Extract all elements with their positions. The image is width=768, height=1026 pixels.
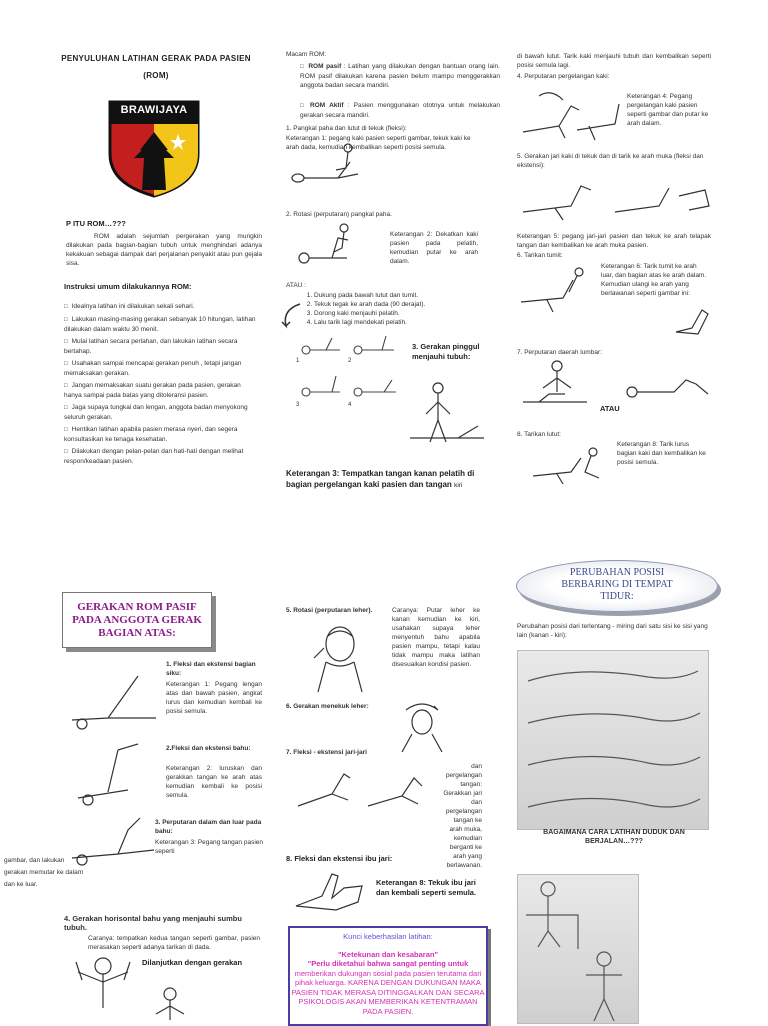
list-item: □ Dilakukan dengan pelan-pelan dan hati-hati dengan melihat respon/keadaan pasien. <box>64 447 260 466</box>
position-text: Perubahan posisi dari terlentang - miring dari satu sisi ke sisi yang lain (kanan - kiri): <box>517 623 708 639</box>
item-2-title: 2. Rotasi (perputaran) pangkal paha. <box>286 211 392 218</box>
brawijaya-logo <box>104 98 204 198</box>
section-7-title: 7. Fleksi - ekstensi jari-jari <box>286 749 367 756</box>
keterangan-4: Keterangan 4: Pegang pergelangan kaki pasien seperti gambar dan putar ke arah dalam. <box>627 93 709 127</box>
keterangan-8b: Keterangan 8: Tekuk ibu jari dan kembali seperti semula. <box>376 878 477 897</box>
note-emphasis: "Perlu diketahui bahwa sangat penting untuk <box>307 959 469 968</box>
lumbar-rotation-illustration <box>519 358 591 416</box>
page-title: PENYULUHAN LATIHAN GERAK PADA PASIEN <box>61 54 251 63</box>
item-8-title: 8. Tarikan lutut: <box>517 431 561 438</box>
list-item: 3. Dorong kaki menjauhi pelatih. <box>314 309 494 318</box>
lumbar-alt-illustration <box>624 372 712 402</box>
heel-pull-illustration <box>517 262 597 316</box>
walking-photo <box>517 874 639 1024</box>
section-3-title: 3. Perputaran dalam dan luar pada bahu: <box>155 819 262 835</box>
svg-text:2: 2 <box>348 358 352 364</box>
note-title: Kunci keberhasilan latihan: <box>343 932 433 941</box>
shoulder-flexion-illustration <box>68 740 162 806</box>
steps-list <box>300 291 494 327</box>
rom-pasif-label: ROM pasif <box>308 63 342 70</box>
rom-pasif <box>300 62 500 90</box>
thumb-flexion-illustration <box>292 866 372 916</box>
macam-heading: Macam ROM: <box>286 51 327 58</box>
item-5-title: 5. Gerakan jari kaki di tekuk dan di tarik ke arah muka (fleksi dan ekstensi): <box>517 153 704 169</box>
atau-label-2: ATAU <box>600 404 620 413</box>
section-5-title: 5. Rotasi (perputaran leher). <box>286 607 373 614</box>
svg-text:4: 4 <box>348 402 352 408</box>
figure-illustration <box>150 986 190 1022</box>
section-4-title: 4. Gerakan horisontal bahu yang menjauhi sumbu tubuh. <box>64 914 242 932</box>
rotation-arrow-icon <box>280 300 304 330</box>
list-item: □ Lakukan masing-masing gerakan sebanyak 10 hitungan, latihan dilakukan dalam waktu 30 menit. <box>64 315 260 334</box>
upper-limb-banner: GERAKAN ROM PASIF PADA ANGGOTA GERAK BAGIAN ATAS: <box>62 592 212 648</box>
toe-flexion-illustration <box>519 176 711 224</box>
list-item: □ Mulai latihan secara perlahan, dan lakukan latihan secara bertahap. <box>64 337 260 356</box>
success-key-box <box>288 926 488 1026</box>
continued-text: di bawah lutut. Tarik kaki menjauhi tubuh dan kembalikan seperti posisi semula lagi. <box>517 53 711 69</box>
section-3-tail-1: gambar, dan lakukan <box>4 857 65 864</box>
svg-text:1: 1 <box>296 358 300 364</box>
section-1-text: Keterangan 1: Pegang lengan atas dan bawah pasien, angkat lurus dan kemudian kembali ke posisi semula. <box>166 681 262 715</box>
shoulder-rotation-illustration <box>68 810 158 866</box>
continued-note: Dilanjutkan dengan gerakan <box>142 958 243 967</box>
hip-rotation-illustration <box>292 222 362 268</box>
section-4-text: Caranya: tempatkan kedua tangan seperti gambar, pasien merasakan seperti adanya tarikan di dada. <box>88 935 260 951</box>
list-item: □ Jangan memaksakan suatu gerakan pada pasien, gerakan hanya sampai pada batas yang ditoleransi pasien. <box>64 381 260 400</box>
what-heading: P ITU ROM…??? <box>66 219 126 228</box>
atau-label: ATAU : <box>286 282 306 289</box>
item-3-title: 3. Gerakan pinggul menjauhi tubuh: <box>412 342 480 361</box>
hip-abduction-illustration <box>408 380 486 446</box>
rom-aktif-text: : Pasien menggunakan ototnya untuk melakukan gerakan secara mandiri. <box>300 102 500 119</box>
keterangan-6: Keterangan 6: Tarik tumit ke arah luar, dan bagian atas ke arah dalam. Kemudian ulangi ke arah yang berlawanan seperti gambar ini: <box>601 263 707 297</box>
svg-text:3: 3 <box>296 402 300 408</box>
oval-title: PERUBAHAN POSISI BERBARING DI TEMPAT TIDUR: <box>561 567 673 602</box>
section-3-tail-2: gerakan memutar ke dalam <box>4 869 84 876</box>
ankle-rotation-illustration <box>519 86 623 144</box>
keterangan-1: Keterangan 1: pegang kaki pasien seperti gambar, tekuk kaki ke arah dada, kemudian kembalikan seperti posisi semula. <box>286 135 471 151</box>
instr-heading: Instruksi umum dilakukannya ROM: <box>64 282 192 291</box>
list-item: □ Hentikan latihan apabila pasien merasa nyeri, dan segera konsultasikan ke tenaga kesehatan. <box>64 425 260 444</box>
logo-text: BRAWIJAYA <box>120 104 188 116</box>
section-2-title: 2.Fleksi dan ekstensi bahu: <box>166 745 251 752</box>
walking-heading: BAGAIMANA CARA LATIHAN DUDUK DAN BERJALAN…??? <box>543 829 685 845</box>
foot-illustration <box>672 300 712 338</box>
keterangan-3-tail: kiri <box>454 482 463 489</box>
item-6-title: 6. Tarikan tumit: <box>517 252 563 259</box>
note-subtitle: "Ketekunan dan kesabaran" <box>337 949 439 959</box>
keterangan-3-text: Keterangan 3: Tempatkan tangan kanan pelatih di bagian pergelangan kaki pasien dan tangan <box>286 469 475 489</box>
item-7-title: 7. Perputaran daerah lumbar: <box>517 349 602 356</box>
rom-pasif-text: : Latihan yang dilakukan dengan bantuan orang lain. ROM pasif dilakukan karena pasien belum mampu menggerakkan anggota badan secara mandiri. <box>300 63 500 89</box>
elbow-flexion-illustration <box>68 664 162 738</box>
horizontal-shoulder-illustration <box>68 952 138 1018</box>
what-text: ROM adalah sejumlah pergerakan yang mungkin dilakukan pada bagian-bagian tubuh untuk menghindari adanya kekakuan sebagai dampak dari perjalanan penyakit atau pun gejala sisa. <box>66 233 262 267</box>
section-1-title: 1. Fleksi dan ekstensi bagian siku: <box>166 661 256 677</box>
list-item: 4. Lalu tarik lagi mendekati pelatih. <box>314 318 494 327</box>
neck-flexion-illustration <box>392 700 452 752</box>
rom-aktif <box>300 101 500 120</box>
keterangan-5: Keterangan 5: pegang jari-jari pasien dan tekuk ke arah telapak tangan dan kembalikan ke arah muka pasien. <box>517 233 711 249</box>
list-item: □ Usahakan sampai mencapai gerakan penuh , tetapi jangan memaksakan gerakan. <box>64 359 260 378</box>
section-3-text: Keterangan 3: Pegang tangan pasien seperti <box>155 839 263 855</box>
knee-pull-illustration <box>529 442 611 488</box>
item-1-title: 1. Pangkal paha dan lutut di tekuk (fleksi): <box>286 125 407 132</box>
rom-aktif-label: ROM Aktif <box>309 102 344 109</box>
list-item: 2. Tekuk tegak ke arah dada (90 derajat). <box>314 300 494 309</box>
position-photo <box>517 650 709 830</box>
section-3-tail-3: dan ke luar. <box>4 881 38 888</box>
section-8-title: 8. Fleksi dan ekstensi ibu jari: <box>286 854 393 863</box>
position-change-oval <box>516 560 718 612</box>
instruction-list <box>64 302 260 469</box>
section-5-text: Caranya: Putar leher ke kanan kemudian ke kiri, usahakan supaya leher menyentuh bahu apabila pasien mampu, tetapi kalau tidak mampu maka latihan disesuaikan kondisi pasien. <box>392 607 480 668</box>
keterangan-2: Keterangan 2: Dekatkan kaki pasien pada pelatih, kemudian putar ke arah dalam. <box>390 231 478 265</box>
keterangan-3 <box>286 468 486 491</box>
section-2-text: Keterangan 2: luruskan dan gerakkan tangan ke arah atas kemudian kembali ke posisi semula. <box>166 765 262 799</box>
section-6-title: 6. Gerakan menekuk leher: <box>286 703 369 710</box>
hip-steps-illustration <box>296 330 406 416</box>
list-item: 1. Dukung pada bawah lutut dan tumit. <box>314 291 494 300</box>
item-4-title: 4. Perputaran pergelangan kaki: <box>517 73 610 80</box>
list-item: □ Idealnya latihan ini dilakukan sekali sehari. <box>64 302 260 312</box>
list-item: □ Jaga supaya tungkai dan lengan, anggota badan menyokong seluruh gerakan. <box>64 403 260 422</box>
page-subtitle: (ROM) <box>143 71 169 80</box>
keterangan-8: Keterangan 8: Tarik lurus bagian kaki dan kembalikan ke posisi semula. <box>617 441 706 466</box>
section-7-desc: dan pergelangan tangan: Gerakkan jari dan pergelangan tangan ke arah muka, kemudian berganti ke arah yang berlawanan. <box>443 763 482 869</box>
note-body: memberikan dukungan sosial pada pasien terutama dari pihak keluarga. KARENA DENGAN DUKUNGAN MAKA PASIEN TIDAK MERASA DITINGGALKAN DAN SECARA PSIKOLOGIS AKAN MEMBERIKAN KETENTRAMAN PADA PASIEN. <box>291 968 485 1016</box>
neck-rotation-illustration <box>300 618 380 694</box>
